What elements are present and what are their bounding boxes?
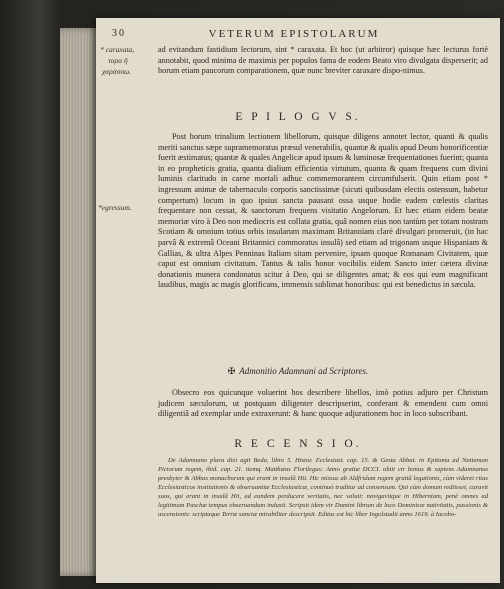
admonitio-heading xyxy=(96,366,500,377)
running-title: VETERUM EPISTOLARUM xyxy=(208,28,380,40)
page-number: 30 xyxy=(112,28,126,39)
margin-note: *egressum. xyxy=(98,203,132,212)
epilogus-heading: E P I L O G V S. xyxy=(235,111,361,123)
margin-note: * caraxata, xyxy=(100,45,135,54)
recensio-heading: R E C E N S I O. xyxy=(234,438,362,450)
page-header xyxy=(104,28,484,42)
margin-note: χαράσσω. xyxy=(102,67,132,76)
page-edges xyxy=(60,28,100,576)
admonitio-title: Admonitio Adamnani ad Scriptores. xyxy=(239,366,369,376)
ornament-icon: ✠ xyxy=(227,366,236,376)
intro-paragraph: ad evitandum fastidium lectorum, sint * caraxata. Et hoc (ut arbitror) quisque hæc lecturus fortè annotabit, quod minima de maximis per populos fama de eodem Beato viro divulgata disperserit; ad horum etiam paucorum comparationem, quæ nunc breviter caraxare dispo-nimus. xyxy=(158,45,488,76)
margin-note: ταρα ἢ xyxy=(108,56,128,65)
epilogus-paragraph: Post horum trinalium lectionem libellorum, quisque diligens annotet lector, quanti & qualis meriti sanctus sæpe supramemoratus præsul venerabilis, quantæ & qualis apud Deum honorificentiæ fuerit æstimatus; quantæ & quales Angelicæ apud ipsum & luminosæ frequentationes fuerint; quanta in eo propheticis gratia, quanta dialium efficientia virtutum, quanta & quam frequens cum divini luminis claritudo in carne mortali adhuc commemorantem circumfulserit. Quin etiam post * ingressum animæ de tabernaculo corporis sanctissimæ (sicuti quibusdam electis ostensum, habetur compertum) locum in quo ipsius sancta pausant ossa usque hodie eadem cœlestis claritas frequentare non cessat, & sanctorum frequens visitatio Angelorum. Et hæc etiam eidem beatæ memoriæ viro à Deo non mediocris est collata gratia, quâ nomen eius non tantùm per totam nostram Scotiam & omnium totius orbis insularum maximam Britanniam clarè divulgari promeruit, (in hac parvâ & extremâ Oceani Britannici commoratus insulâ) sed etiam ad trigonam usque Hispaniam & Gallias, & ultra Alpes Penninas Italiam sitam pervenire, ipsam quoque Romanam Civitatem, quæ caput est omnium civitatum. Tantus & talis honor vocibilis eidem Sancto inter cætera divinæ donationis munera condonatus scitur à Deo, qui se diligentes amat; & eos qui eum magnificant laudibus, magis ac magis glorificans, immensis sublimat honoribus: qui est benedictus in sæcula. xyxy=(158,132,488,290)
admonitio-paragraph: Obsecro eos quicunque voluerint hos describere libellos, imò potius adjuro per Christum judicem sæculorum, ut postquam diligenter descripserint, conferant & emendent cum omni diligentiâ ad exemplar unde extraxerunt: & hanc quoque adjurationem hoc in loco subscribant. xyxy=(158,388,488,419)
recensio-paragraph: De Adamnano plura dixi agit Beda, libro 5. Histor. Ecclesiast. cap. 15. & Gesta Abbat. in Epitoma ad Nattanum Pictorum regem, ibid. cap. 21. itemq. Matthæus Florilegus: Anno gratiæ DCCI. obiit vir bonus & sapiens Adamnanus presbyter & Abbas monachorum qui erant in insulâ Hii. Hic missus ab Aldfridum regem gratiâ legationis, cùm videret ritus Ecclesiasticos institutionis & obseruantiæ Ecclesiasticæ, continuò traditur ad consensum. Qui cùm domum rediisset, curavit suos, qui erant in insulâ Hii, ad eandem perducere veritatis, nec valuit: navigavitque in Hiberniam, penè omnes ad legitimum Paschæ tempus obseruandum induxit. Scripsit idem vir Domini librum de loco Dominicæ nativitatis, passionis & ascensionis: scriptaque Terræ sanctæ mirabiliter descripsit. Editus est hic liber Ingolstadii anno 1619. à Iacobo- xyxy=(158,457,488,518)
book-page xyxy=(96,18,500,583)
